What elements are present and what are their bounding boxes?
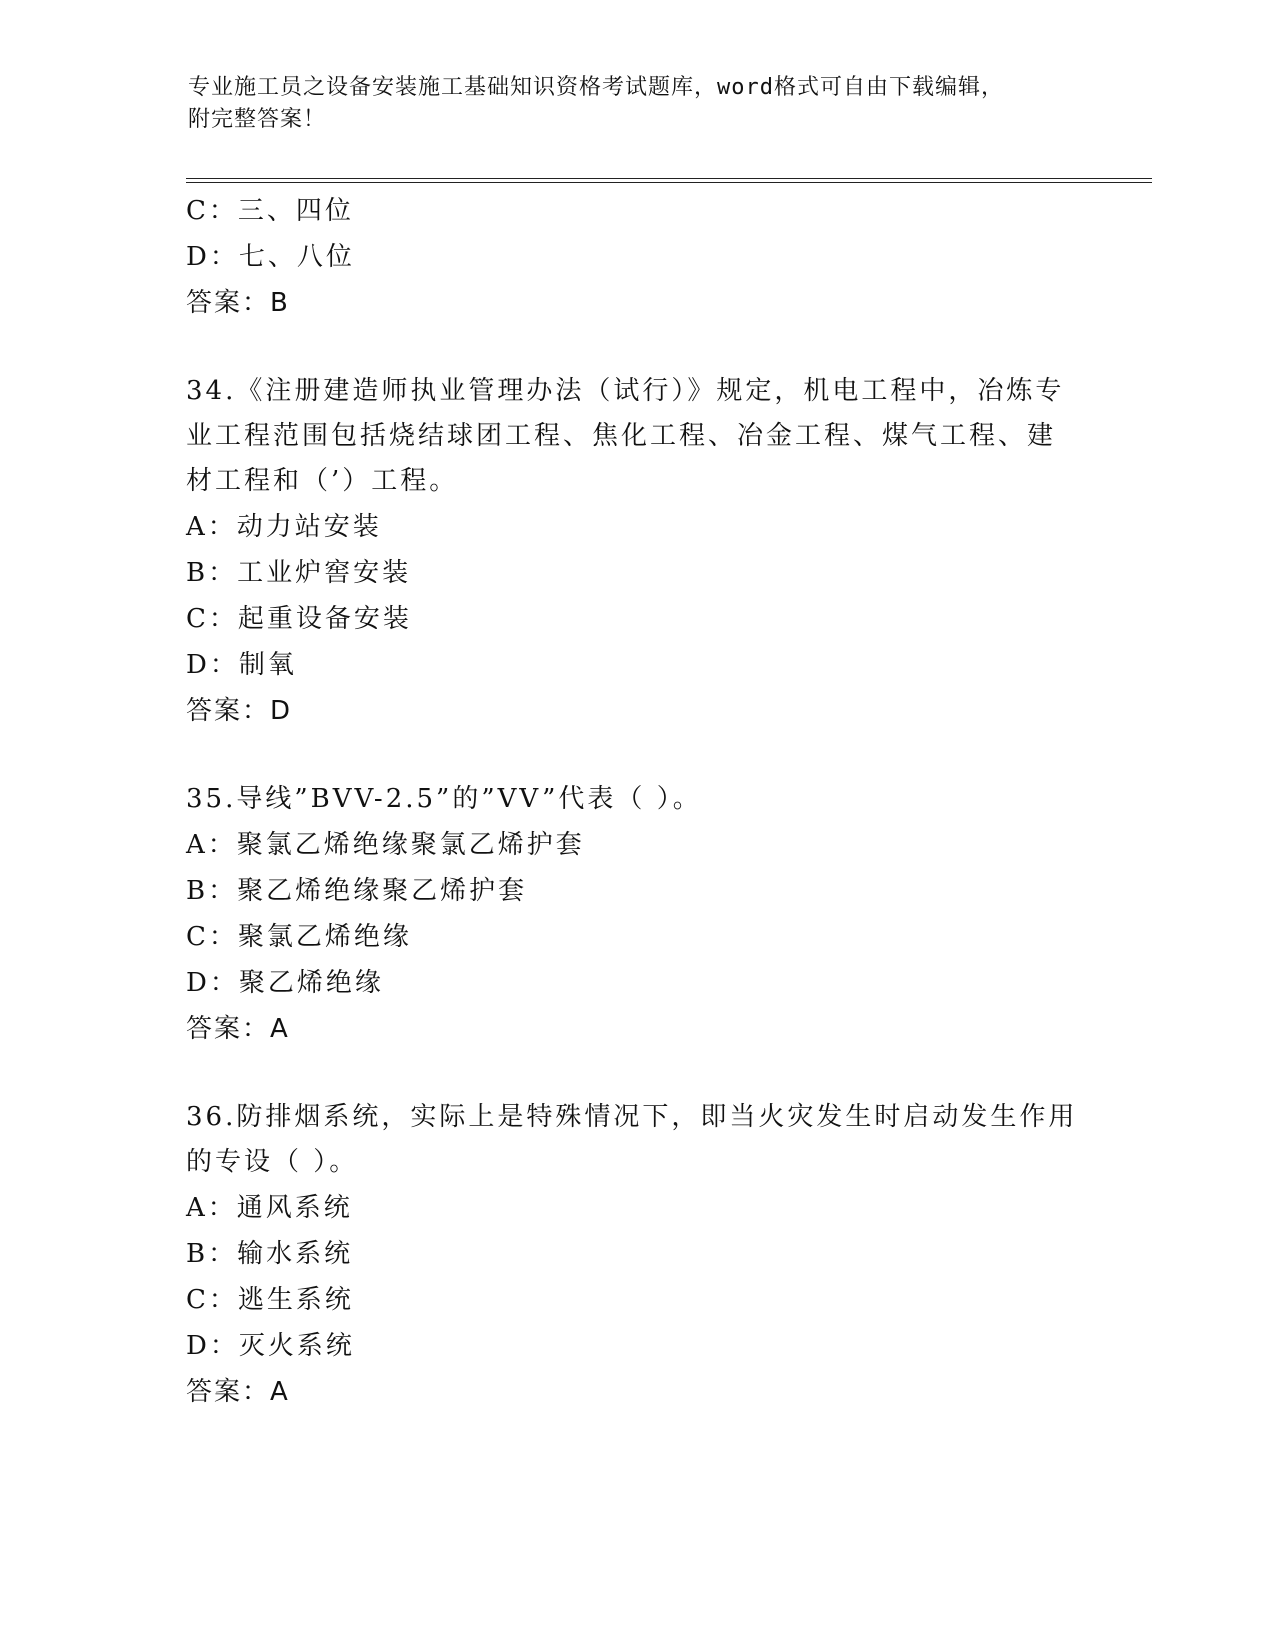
- answer-line: 答案：A: [186, 1014, 290, 1044]
- question-stem: 34.《注册建造师执业管理办法（试行）》规定，机电工程中，冶炼专: [186, 376, 1065, 406]
- answer-line: 答案：D: [186, 696, 293, 726]
- previous-question-tail: [186, 188, 1086, 326]
- question-stem: 材工程和（’）工程。: [186, 466, 459, 496]
- option-b: B：聚乙烯绝缘聚乙烯护套: [186, 876, 528, 906]
- spacer: [186, 326, 1086, 369]
- spacer: [186, 1052, 1086, 1095]
- question-stem: 36.防排烟系统，实际上是特殊情况下，即当火灾发生时启动发生作用: [186, 1102, 1078, 1132]
- option-a: A：动力站安装: [186, 512, 382, 542]
- option-a: A：聚氯乙烯绝缘聚氯乙烯护套: [186, 830, 585, 860]
- question-stem: 业工程范围包括烧结球团工程、焦化工程、冶金工程、煤气工程、建: [186, 421, 1057, 451]
- option-d: D：灭火系统: [186, 1331, 355, 1361]
- option-d: D：七、八位: [186, 242, 355, 272]
- question-36: [186, 1095, 1086, 1415]
- page-header: [188, 72, 1068, 136]
- option-a: A：通风系统: [186, 1193, 353, 1223]
- option-b: B：工业炉窖安装: [186, 558, 412, 588]
- option-d: D：聚乙烯绝缘: [186, 968, 384, 998]
- option-c: C：逃生系统: [186, 1285, 354, 1315]
- spacer: [186, 734, 1086, 777]
- header-divider: [186, 178, 1152, 183]
- question-stem: 的专设（ ）。: [186, 1147, 359, 1177]
- answer-line: 答案：B: [186, 288, 290, 318]
- option-d: D：制氧: [186, 650, 297, 680]
- question-content: [186, 188, 1086, 1415]
- option-c: C：聚氯乙烯绝缘: [186, 922, 412, 952]
- question-stem: 35.导线”BVV-2.5”的”VV”代表（ ）。: [186, 784, 702, 814]
- option-b: B：输水系统: [186, 1239, 354, 1269]
- answer-line: 答案：A: [186, 1377, 290, 1407]
- header-line-2: 附完整答案！: [188, 107, 327, 132]
- option-c: C：三、四位: [186, 196, 354, 226]
- header-line-1: 专业施工员之设备安装施工基础知识资格考试题库，word格式可自由下载编辑，: [188, 75, 1004, 100]
- question-34: [186, 369, 1086, 734]
- option-c: C：起重设备安装: [186, 604, 412, 634]
- question-35: [186, 777, 1086, 1052]
